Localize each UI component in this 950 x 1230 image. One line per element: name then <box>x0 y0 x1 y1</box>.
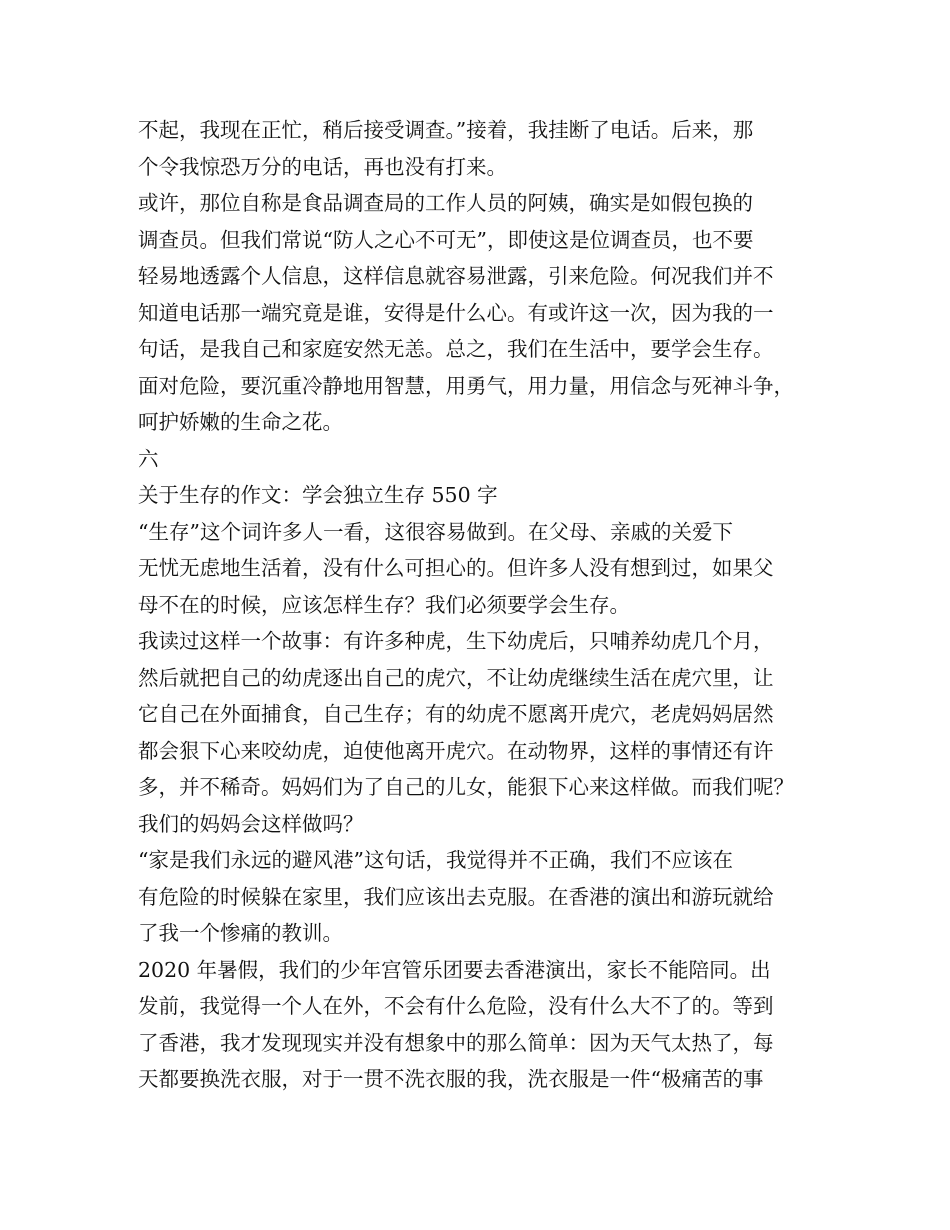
text-line: 调查员。但我们常说“防人之心不可无”，即使这是位调查员，也不要 <box>138 227 754 252</box>
text-line: 了香港，我才发现现实并没有想象中的那么简单：因为天气太热了，每 <box>138 1030 774 1055</box>
text-line: 发前，我觉得一个人在外，不会有什么危险，没有什么大不了的。等到 <box>138 994 774 1018</box>
section-title: 关于生存的作文：学会独立生存 550 字 <box>138 483 498 507</box>
text-line: 都会狠下心来咬幼虎，迫使他离开虎穴。在动物界，这样的事情还有许 <box>138 738 774 763</box>
text-line: 2020 年暑假，我们的少年宫管乐团要去香港演出，家长不能陪同。出 <box>138 957 771 982</box>
document-body <box>138 112 828 1098</box>
text-line: 知道电话那一端究竟是谁，安得是什么心。有或许这一次，因为我的一 <box>138 300 774 325</box>
text-line: 有危险的时候躲在家里，我们应该出去克服。在香港的演出和游玩就给 <box>138 884 774 909</box>
text-line: 了我一个惨痛的教训。 <box>138 921 343 945</box>
text-line: 呵护娇嫩的生命之花。 <box>138 410 343 434</box>
text-line: 母不在的时候，应该怎样生存？我们必须要学会生存。 <box>138 592 630 617</box>
text-line: 天都要换洗衣服，对于一贯不洗衣服的我，洗衣服是一件“极痛苦的事 <box>138 1067 764 1091</box>
text-line: 多，并不稀奇。妈妈们为了自己的儿女，能狠下心来这样做。而我们呢？ <box>138 775 794 799</box>
text-line: 我读过这样一个故事：有许多种虎，生下幼虎后，只哺养幼虎几个月， <box>138 629 774 653</box>
text-line: “家是我们永远的避风港”这句话，我觉得并不正确，我们不应该在 <box>138 848 733 872</box>
text-line: 轻易地透露个人信息，这样信息就容易泄露，引来危险。何况我们并不 <box>138 264 774 288</box>
text-line: 我们的妈妈会这样做吗？ <box>138 811 364 836</box>
text-line: “生存”这个词许多人一看，这很容易做到。在父母、亲戚的关爱下 <box>138 519 733 544</box>
text-line: 不起，我现在正忙，稍后接受调查。”接着，我挂断了电话。后来，那 <box>138 118 754 142</box>
text-line: 个令我惊恐万分的电话，再也没有打来。 <box>138 154 507 179</box>
text-line: 然后就把自己的幼虎逐出自己的虎穴，不让幼虎继续生活在虎穴里，让 <box>138 665 774 690</box>
text-line: 它自己在外面捕食，自己生存；有的幼虎不愿离开虎穴，老虎妈妈居然 <box>138 702 774 726</box>
text-line: 无忧无虑地生活着，没有什么可担心的。但许多人没有想到过，如果父 <box>138 556 774 580</box>
section-number: 六 <box>138 446 159 471</box>
text-line: 或许，那位自称是食品调查局的工作人员的阿姨，确实是如假包换的 <box>138 191 753 215</box>
text-line: 句话，是我自己和家庭安然无恙。总之，我们在生活中，要学会生存。 <box>138 337 774 361</box>
text-line: 面对危险，要沉重冷静地用智慧，用勇气，用力量，用信念与死神斗争， <box>138 373 794 398</box>
